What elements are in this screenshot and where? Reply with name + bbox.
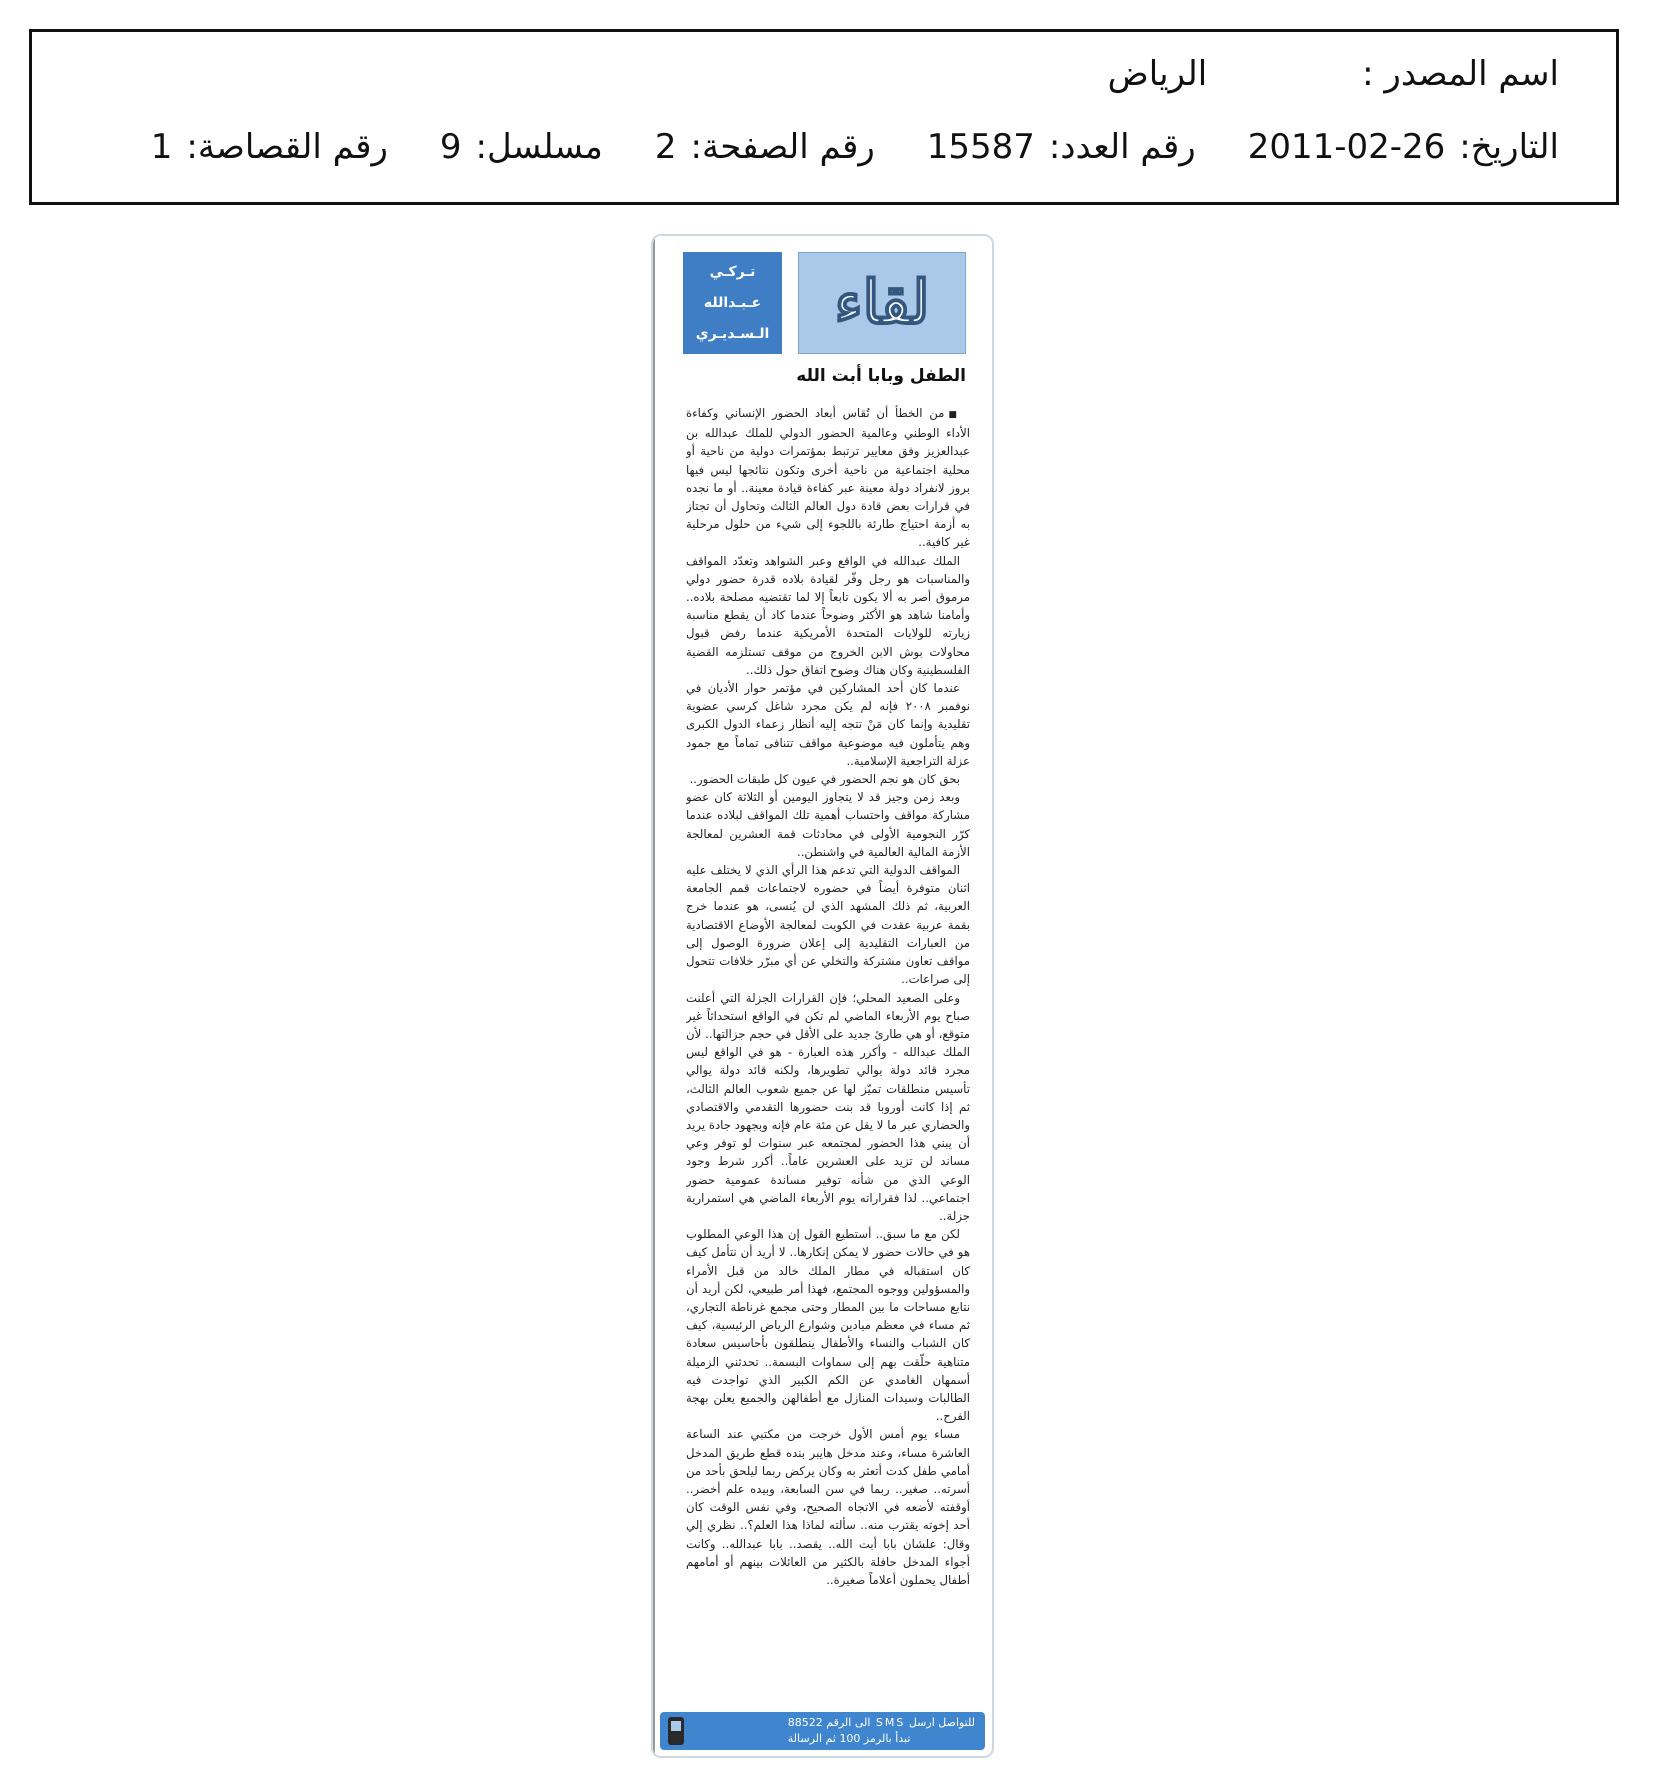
article-paragraph: مساء يوم أمس الأول خرجت من مكتبي عند الساعة العاشرة مساء، وعند مدخل هايبر بنده قطع طريق المدخل أمامي طفل كدت أتعثر به وكان يركض ربما ليلحق بأحد من أسرته.. صغير.. ربما في سن السابعة، وبيده علم أخضر.. أوقفته لأضعه في الاتجاه الصحيح، وفي نفس الوقت كان أحد إخوته يقترب منه.. سألته لماذا هذا العلم؟.. نظري إلي وقال: علشان بابا أبت الله.. يقصد.. بابا عبدالله.. وكانت أجواء المدخل حافلة بالكثير من العائلات بينهم أو أمامهم أطفال يحملون أعلاماً صغيرة.. [686,1427,970,1587]
article-paragraph: عندما كان أحد المشاركين في مؤتمر حوار الأديان في نوفمبر ٢٠٠٨ فإنه لم يكن مجرد شاغل كرسي عضوية تقليدية وإنما كان مَنْ تتجه إليه أنظار زعماء الدول الكبرى وهم يتأملون فيه موضوعية مواقف تتنافى تماماً مع جمود عزلة التراجعية الإسلامية.. [686,681,970,768]
author-block [683,252,782,354]
source-value: الرياض [1107,54,1208,94]
issue-value: 15587 [926,127,1035,167]
article-paragraph: الملك عبدالله في الواقع وعبر الشواهد وتعدّد المواقف والمناسبات هو رجل وفّر لقيادة بلاده قدرة حضور دولي مرموق أصر به ألا يكون تابعاً إلا لما تقتضيه مصلحة بلاده.. وأمامنا شاهد هو الأكثر وضوحاً عندما كاد أن يقطع مناسبة زيارته للولايات المتحدة الأمريكية عندما رفض قبول محاولات بوش الابن الخروج من موقف تستلزمه القضية الفلسطينية وكان هناك وضوح اتفاق حول ذلك.. [686,553,970,677]
serial-value: 9 [439,127,462,167]
date-value: 2011-02-26 [1247,127,1446,167]
sms-line: تبدأ بالرمز 100 ثم الرسالة [787,1732,911,1745]
page-pair [655,127,875,167]
author-line: الـسـديـري [695,326,770,343]
date-label: التاريخ: [1459,127,1559,167]
article-paragraph: لكن مع ما سبق.. أستطيع القول إن هذا الوعي المطلوب هو في حالات حضور لا يمكن إنكارها.. لا أريد أن نتأمل كيف كان استقباله في مطار الملك خالد من قبل الأمراء والمسؤولين ووجوه المجتمع، فهذا أمر طبيعي، لكن أريد أن نتابع مساحات ما بين المطار وحتى مجمع غرناطة التجاري، ثم مساء في معظم ميادين وشوارع الرياض الرئيسية، كيف كان الشباب والنساء والأطفال ينطلقون بأحاسيس سعادة متناهية حلّقت بهم إلى سماوات البسمة.. تحدثني الزميلة أسمهان الغامدي عن الكم الكبير الذي تواجدت فيه الطالبات وسيدات المنازل مع أطفالهن والجميع يعلن بهجة الفرح.. [686,1227,970,1424]
column-logo [798,252,966,354]
article-headline: الطفل وبابا أبت الله [796,366,966,386]
article-paragraph: وبعد زمن وجيز قد لا يتجاوز اليومين أو الثلاثة كان عضو مشاركة مواقف واحتساب أهمية تلك المواقف لبلاده عندما كرّر النجومية الأولى في محادثات قمة العشرين لمعالجة الأزمة المالية العالمية في واشنطن.. [686,790,970,859]
issue-pair [927,127,1196,167]
sms-text [788,1715,975,1747]
sms-footer [660,1712,985,1750]
page-value: 2 [654,127,677,167]
bullet-square-icon: ■ [948,410,960,420]
metadata-box [29,29,1619,205]
issue-label: رقم العدد: [1048,127,1196,167]
article-paragraph: بحق كان هو نجم الحضور في عيون كل طبقات الحضور.. [689,772,960,787]
column-logo-text: لقاء [834,268,930,338]
author-line: عـبـدالله [703,294,762,311]
serial-label: مسلسل: [475,127,603,167]
article-paragraph: ■من الخطأ أن تُقاس أبعاد الحضور الإنساني وكفاءة الأداء الوطني وعالمية الحضور الدولي للملك عبدالله بن عبدالعزيز وفق معايير ترتبط بمؤتمرات دولية من ناحية أو محلية اجتماعية من ناحية أخرى وتكون نتائجها ليس فيها بروز لانفراد دولة معينة عبر كفاءة قيادة معينة.. أو ما نجده في قرارات بعض قادة دول العالم الثالث وتحاول أن تجتاز به أزمة احتياج طارئة باللجوء إلى شيء من حلول مرحلية غير كافية.. [686,406,970,550]
article-paragraph: المواقف الدولية التي تدعم هذا الرأي الذي لا يختلف عليه اثنان متوفرة أيضاً في حضوره لاجتماعات قمم الجامعة العربية، ثم ذلك المشهد الذي لن يُنسى، هو عندما خرج بقمة عربية عقدت في الكويت لمعالجة الأوضاع الاقتصادية من العبارات التقليدية إلى إعلان ضرورة الوصول إلى مواقف تعاون مشتركة والتخلي عن أي مبرّر خلافات تتحول إلى صراعات.. [686,863,970,987]
details-row [151,127,1559,167]
article-body [686,404,970,1706]
serial-pair [440,127,603,167]
page-label: رقم الصفحة: [690,127,875,167]
author-line: تـركـي [709,263,756,280]
clip-label: رقم القصاصة: [186,127,388,167]
newspaper-clipping [651,234,994,1758]
article-paragraph: وعلى الصعيد المحلي؛ فإن القرارات الجزلة التي أعلنت صباح يوم الأربعاء الماضي لم تكن في الواقع استحداثاً غير متوقع، أو هي طارئ جديد على الأقل في حجم جزالتها.. لأن الملك عبدالله - وأكرر هذه العبارة - هو في الواقع ليس مجرد قائد دولة يوالي تطويرها، ولكنه قائد دولة يوالي تأسيس منطلقات تميّز لها عن جميع شعوب العالم الثالث، ثم إذا كانت أوروبا قد بنت حضورها التقدمي والاقتصادي والحضاري عبر ما لا يقل عن مئة عام فإنه وبجهود جادة يريد أن يبني هذا الحضور لمجتمعه عبر سنوات لو توفر وعي مساند لن تزيد على العشرين عاماً.. أكرر شرط وجود الوعي الذي من شأنه توفير مساندة عمومية حضور اجتماعي.. لذا فقراراته يوم الأربعاء الماضي هي استمرارية جزلة.. [686,990,970,1223]
source-row [1108,54,1559,94]
source-label: اسم المصدر : [1362,54,1559,94]
sms-line: للتواصل ارسل SMS الى الرقم 88522 [787,1716,975,1729]
date-pair [1248,127,1559,167]
clip-value: 1 [150,127,173,167]
clip-pair [151,127,388,167]
column-rule [653,236,655,1756]
mobile-phone-icon [668,1717,684,1745]
